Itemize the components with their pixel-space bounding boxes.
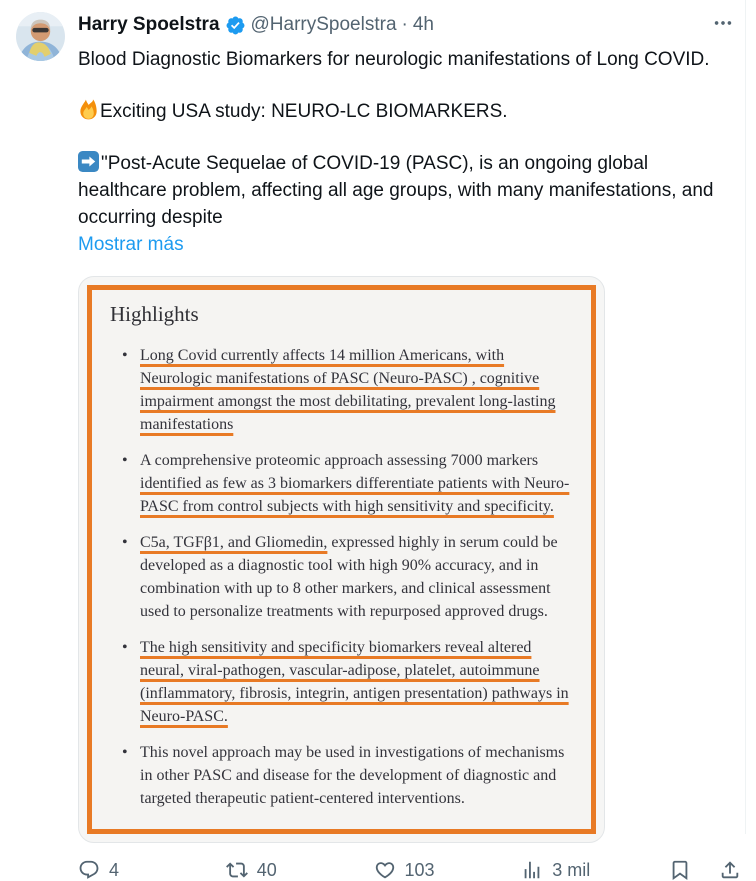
author-handle[interactable]: @HarrySpoelstra [250,14,397,35]
highlight-bullet [122,531,573,623]
views-count: 3 mil [552,859,591,880]
reply-button[interactable] [78,859,226,881]
share-button[interactable] [719,859,741,881]
tweet-paragraph-2 [78,98,741,125]
highlight-bullet [122,741,573,810]
fire-emoji-icon [78,99,99,120]
underlined-text: Long Covid currently affects 14 million Americans, with Neurologic manifestations of PASC (Neuro-PASC) , cognitive impairment amongst the most debilitating, prevalent long-lasting manifestations [140,347,556,433]
separator-dot: · [401,14,408,35]
verified-badge-icon [225,15,246,36]
retweet-count: 40 [256,859,277,880]
more-button[interactable] [712,12,734,34]
plain-text: This novel approach may be used in investigations of mechanisms in other PASC and disease for the development of diagnostic and targeted therapeutic patient-centered interventions. [140,744,565,807]
tweet-header [78,13,741,37]
bookmark-icon [669,859,691,881]
views-icon [521,859,543,881]
arrow-right-emoji-icon [78,151,99,172]
highlights-title: Highlights [110,302,199,326]
retweet-icon [226,859,248,881]
tweet-text-3: "Post-Acute Sequelae of COVID-19 (PASC), is an ongoing global healthcare problem, affecting all age groups, with many manifestations, and occurring despite [78,153,714,228]
action-right-group [669,859,741,881]
reply-count: 4 [109,859,120,880]
retweet-button[interactable] [226,859,374,881]
like-icon [374,859,396,881]
avatar-image [16,12,65,61]
show-more-link[interactable]: Mostrar más [78,234,184,255]
action-bar [78,859,741,881]
tweet-paragraph-1 [78,46,741,73]
plain-text: expressed highly in serum could be developed as a diagnostic tool with high 90% accuracy, and in combination with up to 8 other markers, and clinical assessment used to personalize treatments with repurposed approved drugs. [140,534,558,620]
underlined-text: identified as few as 3 biomarkers differentiate patients with Neuro-PASC from control subjects with high sensitivity and specificity. [140,475,570,515]
author-name[interactable]: Harry Spoelstra [78,14,220,35]
more-icon [712,12,734,34]
plain-text: A comprehensive proteomic approach assessing 7000 markers [140,452,539,469]
tweet-paragraph-3 [78,150,741,231]
column-divider [745,0,746,834]
bookmark-button[interactable] [669,859,691,881]
like-count: 103 [404,859,435,880]
tweet-text-2: Exciting USA study: NEURO-LC BIOMARKERS. [100,101,508,122]
underlined-text: C5a, TGFβ1, and Gliomedin, [140,534,328,551]
avatar[interactable] [16,12,65,61]
highlight-bullet [122,636,573,728]
tweet-body [78,46,741,258]
underlined-text: The high sensitivity and specificity biomarkers reveal altered neural, viral-pathogen, vascular-adipose, platelet, autoimmune (inflammatory, fibrosis, integrin, antigen presentation) pathways in Neuro-PASC. [140,639,569,725]
highlight-bullet [122,344,573,436]
highlights-list [108,344,575,810]
highlights-card[interactable] [78,276,605,843]
like-button[interactable] [374,859,522,881]
highlight-bullet [122,449,573,518]
highlights-box [87,285,596,834]
timestamp[interactable]: 4h [412,14,434,35]
tweet-text-1: Blood Diagnostic Biomarkers for neurologic manifestations of Long COVID. [78,49,710,70]
reply-icon [78,859,100,881]
views-button[interactable] [521,859,669,881]
share-icon [719,859,741,881]
